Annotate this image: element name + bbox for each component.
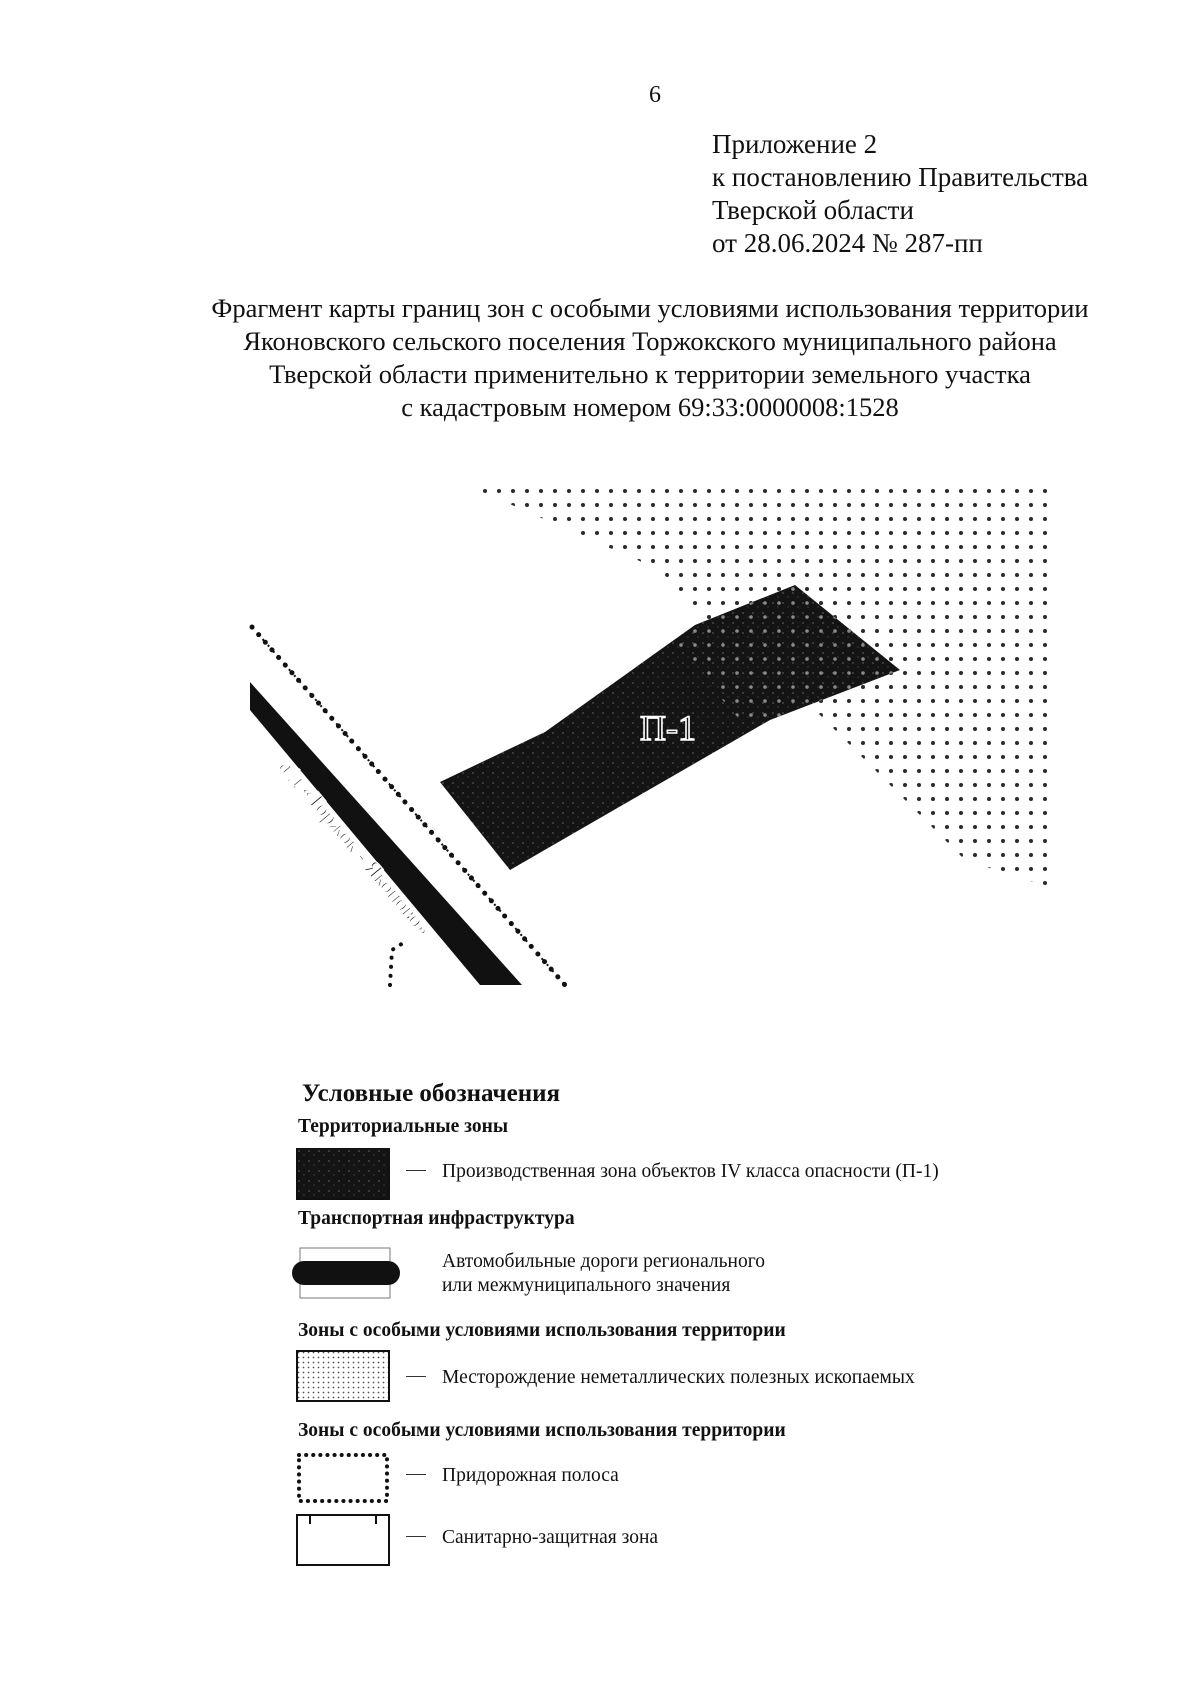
legend-label: Придорожная полоса	[442, 1465, 619, 1486]
document-title	[150, 292, 1150, 424]
legend-label: Автомобильные дороги регионального	[442, 1251, 765, 1272]
page-number: 6	[649, 82, 661, 108]
roadside-strip-branch	[390, 940, 408, 985]
road-label: а/д «Торжок - Яконово»	[274, 754, 437, 941]
legend-label: или межмуниципального значения	[442, 1275, 731, 1296]
legend-dash	[406, 1474, 426, 1475]
title-line: с кадастровым номером 69:33:0000008:1528	[401, 392, 899, 422]
sanitary-swatch	[296, 1514, 390, 1566]
legend-section-transport: Транспортная инфраструктура	[298, 1208, 575, 1229]
appendix-line: Приложение 2	[712, 129, 878, 159]
regional-road-swatch	[290, 1246, 402, 1302]
appendix-line: Тверской области	[712, 195, 914, 225]
production-zone-swatch	[296, 1148, 390, 1200]
title-line: Яконовского сельского поселения Торжокского муниципального района	[243, 326, 1057, 356]
legend-label: Санитарно-защитная зона	[442, 1527, 659, 1548]
legend-dash	[406, 1376, 426, 1377]
legend-dash	[406, 1536, 426, 1537]
legend-item-deposit	[296, 1350, 1116, 1406]
zone-label-p1: П-1	[640, 708, 696, 748]
title-line: Фрагмент карты границ зон с особыми условиями использования территории	[211, 293, 1089, 323]
appendix-header	[712, 128, 1088, 260]
legend-section-special-2: Зоны с особыми условиями использования территории	[298, 1420, 786, 1441]
legend-section-special-1: Зоны с особыми условиями использования территории	[298, 1320, 786, 1341]
map-fragment	[240, 470, 1060, 1000]
legend-item-sanitary	[296, 1514, 1116, 1570]
legend-label: Месторождение неметаллических полезных ископаемых	[442, 1367, 915, 1388]
legend-item-production-zone	[296, 1148, 1116, 1204]
legend-section-territorial: Территориальные зоны	[298, 1116, 509, 1137]
appendix-line: к постановлению Правительства	[712, 162, 1089, 192]
legend-item-regional-road	[296, 1246, 1116, 1302]
legend-title: Условные обозначения	[302, 1080, 561, 1107]
title-line: Тверской области применительно к территории земельного участка	[269, 359, 1031, 389]
appendix-line: от 28.06.2024 № 287-пп	[712, 228, 983, 258]
legend-item-roadside	[296, 1452, 1116, 1508]
deposit-swatch	[296, 1350, 390, 1402]
roadside-swatch	[296, 1452, 390, 1504]
legend-label: Производственная зона объектов IV класса опасности (П-1)	[442, 1161, 939, 1182]
legend-dash	[406, 1170, 426, 1171]
